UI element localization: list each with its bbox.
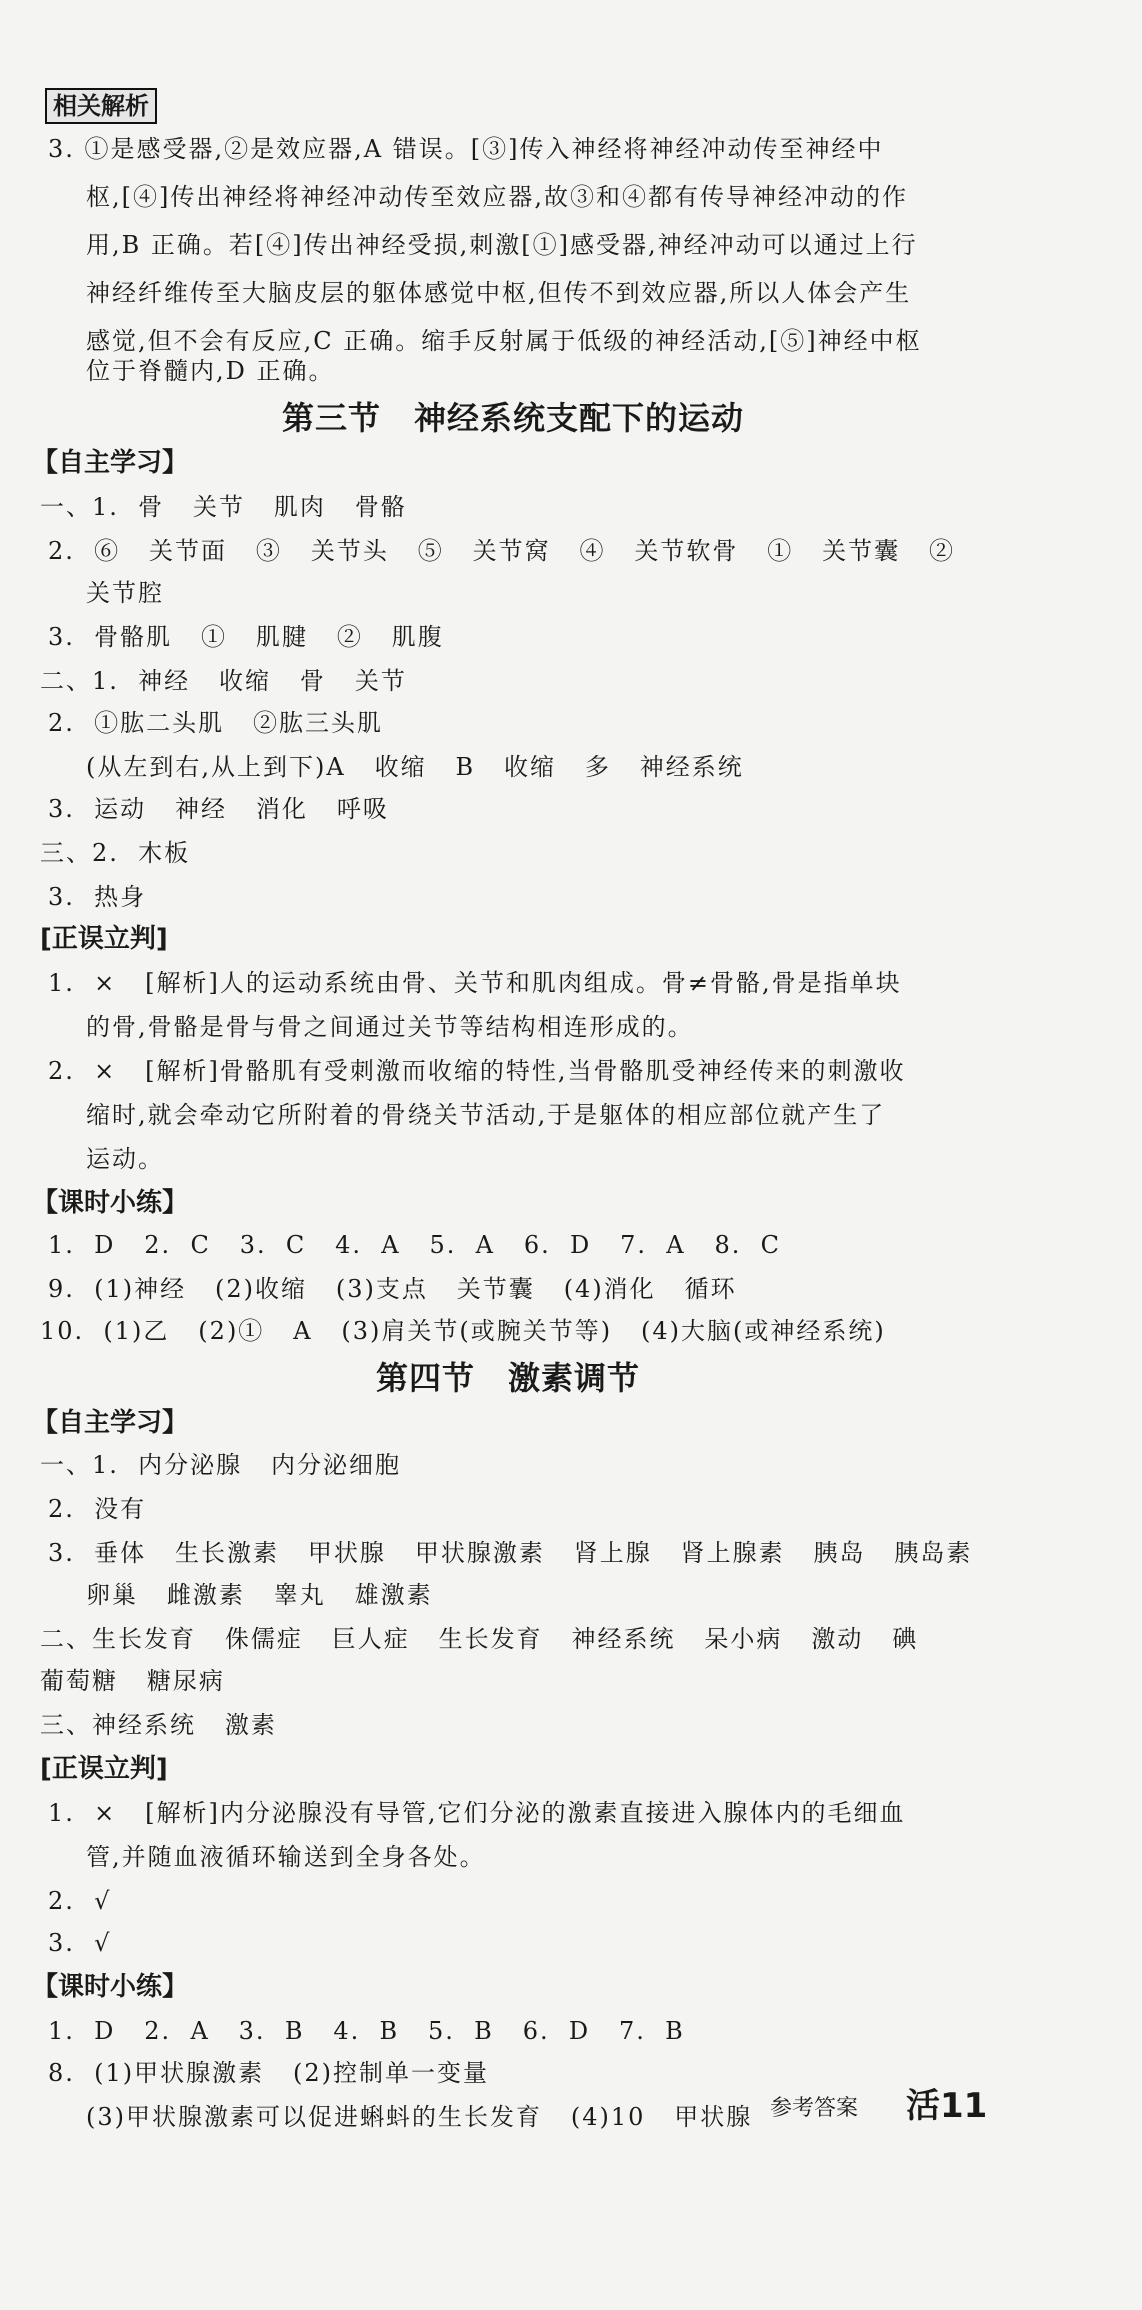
s3-practice-line: 10. (1)乙 (2)① A (3)肩关节(或腕关节等) (4)大脑(或神经系统) <box>40 1317 886 1345</box>
s4-practice-line: 8. (1)甲状腺激素 (2)控制单一变量 <box>48 2059 490 2087</box>
s3-judge-heading: [正误立判] <box>40 924 168 954</box>
page-prefix: 活 <box>906 2086 940 2126</box>
related-analysis-tag: 相关解析 <box>45 88 157 124</box>
s3-judge-line: 运动。 <box>86 1145 164 1173</box>
s4-practice-heading: 【课时小练】 <box>32 1972 189 2002</box>
s3-judge-line: 的骨,骨骼是骨与骨之间通过关节等结构相连形成的。 <box>86 1013 694 1041</box>
s3-practice-heading: 【课时小练】 <box>32 1188 189 1218</box>
s3-practice-line: 1. D 2. C 3. C 4. A 5. A 6. D 7. A 8. C <box>48 1231 782 1259</box>
s4-line: 一、1. 内分泌腺 内分泌细胞 <box>40 1451 402 1479</box>
analysis-line-2: 枢,[④]传出神经将神经冲动传至效应器,故③和④都有传导神经冲动的作 <box>86 183 908 211</box>
s3-line: (从左到右,从上到下)A 收缩 B 收缩 多 神经系统 <box>86 753 744 781</box>
section-4-title: 第四节 激素调节 <box>376 1359 641 1397</box>
s3-line: 关节腔 <box>86 579 164 607</box>
s3-judge-line: 缩时,就会牵动它所附着的骨绕关节活动,于是躯体的相应部位就产生了 <box>86 1101 886 1129</box>
s3-line: 3. 运动 神经 消化 呼吸 <box>48 795 389 823</box>
s3-line: 二、1. 神经 收缩 骨 关节 <box>40 667 407 695</box>
page-digits: 11 <box>940 2086 988 2126</box>
analysis-line-5: 感觉,但不会有反应,C 正确。缩手反射属于低级的神经活动,[⑤]神经中枢 <box>86 327 922 355</box>
s3-line: 3. 热身 <box>48 883 147 911</box>
s4-judge-line: 管,并随血液循环输送到全身各处。 <box>86 1843 486 1871</box>
analysis-line-6: 位于脊髓内,D 正确。 <box>86 357 335 385</box>
s4-line: 二、生长发育 侏儒症 巨人症 生长发育 神经系统 呆小病 激动 碘 <box>40 1625 919 1653</box>
analysis-line-4: 神经纤维传至大脑皮层的躯体感觉中枢,但传不到效应器,所以人体会产生 <box>86 279 912 307</box>
s4-judge-line: 2. √ <box>48 1887 112 1915</box>
s4-judge-line: 3. √ <box>48 1929 112 1957</box>
s4-self-study-heading: 【自主学习】 <box>32 1408 189 1438</box>
s4-line: 葡萄糖 糖尿病 <box>40 1667 225 1695</box>
section-3-title: 第三节 神经系统支配下的运动 <box>282 399 745 437</box>
s4-practice-line: 1. D 2. A 3. B 4. B 5. B 6. D 7. B <box>48 2017 685 2045</box>
s4-judge-heading: [正误立判] <box>40 1754 168 1784</box>
s3-judge-line: 1. × [解析]人的运动系统由骨、关节和肌肉组成。骨≠骨骼,骨是指单块 <box>48 969 902 997</box>
s4-practice-line: (3)甲状腺激素可以促进蝌蚪的生长发育 (4)10 甲状腺 <box>86 2103 753 2131</box>
s3-line: 一、1. 骨 关节 肌肉 骨骼 <box>40 493 407 521</box>
page-number <box>906 2086 987 2126</box>
analysis-line-1: 3. ①是感受器,②是效应器,A 错误。[③]传入神经将神经冲动传至神经中 <box>48 135 884 163</box>
s3-practice-line: 9. (1)神经 (2)收缩 (3)支点 关节囊 (4)消化 循环 <box>48 1275 737 1303</box>
s4-line: 3. 垂体 生长激素 甲状腺 甲状腺激素 肾上腺 肾上腺素 胰岛 胰岛素 <box>48 1539 973 1567</box>
s3-line: 2. ①肱二头肌 ②肱三头肌 <box>48 709 384 737</box>
s4-judge-line: 1. × [解析]内分泌腺没有导管,它们分泌的激素直接进入腺体内的毛细血 <box>48 1799 906 1827</box>
s3-line: 2. ⑥ 关节面 ③ 关节头 ⑤ 关节窝 ④ 关节软骨 ① 关节囊 ② <box>48 537 956 565</box>
analysis-line-3: 用,B 正确。若[④]传出神经受损,刺激[①]感受器,神经冲动可以通过上行 <box>86 231 918 259</box>
s4-line: 2. 没有 <box>48 1495 147 1523</box>
s3-self-study-heading: 【自主学习】 <box>32 448 189 478</box>
s3-line: 3. 骨骼肌 ① 肌腱 ② 肌腹 <box>48 623 444 651</box>
footer-label: 参考答案 <box>770 2096 859 2121</box>
s4-line: 卵巢 雌激素 睾丸 雄激素 <box>86 1581 433 1609</box>
s4-line: 三、神经系统 激素 <box>40 1711 277 1739</box>
s3-judge-line: 2. × [解析]骨骼肌有受刺激而收缩的特性,当骨骼肌受神经传来的刺激收 <box>48 1057 906 1085</box>
s3-line: 三、2. 木板 <box>40 839 191 867</box>
